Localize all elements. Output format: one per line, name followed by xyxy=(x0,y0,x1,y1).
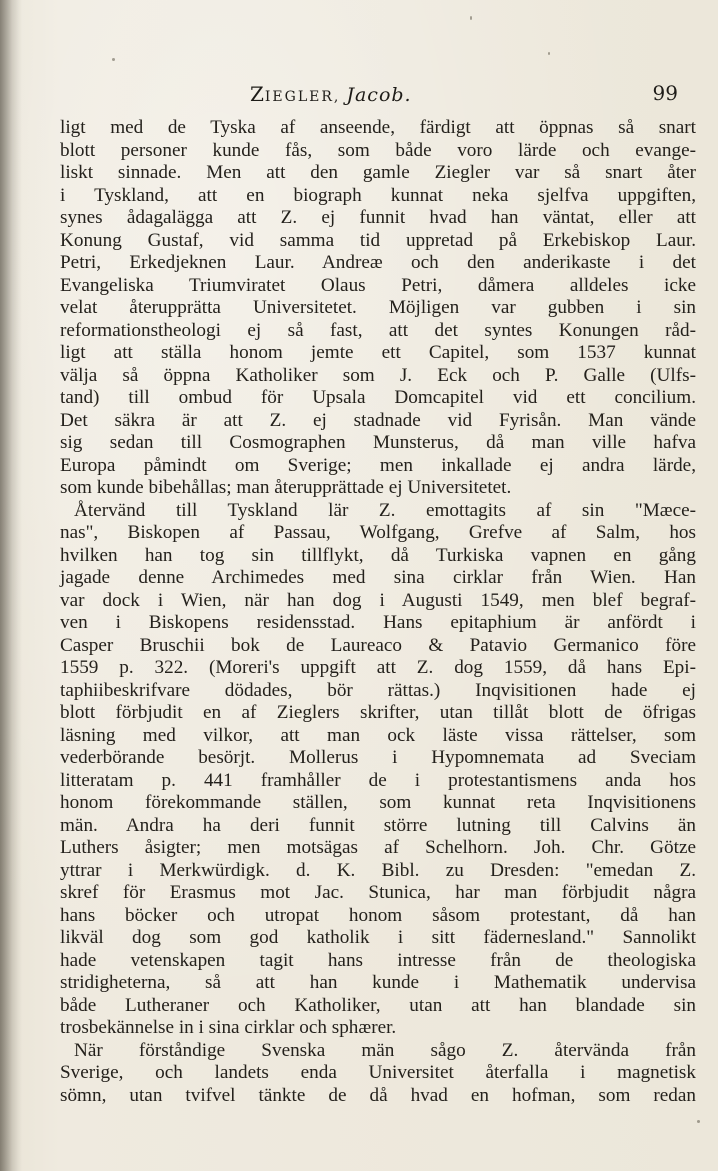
text-line: yttrar i Merkwürdigk. d. K. Bibl. zu Dresden: "emedan Z. xyxy=(60,859,696,881)
text-line: Europa påmindt om Sverige; men inkallade ej andra lärde, xyxy=(60,454,696,476)
text-line: synes ådagalägga att Z. ej funnit hvad han väntat, eller att xyxy=(60,207,696,228)
text-line: i Tyskland, att en biograph kunnat neka sjelfva uppgiften, xyxy=(60,184,696,206)
text-line: vederbörande besörjt. Mollerus i Hypomnemata ad Sveciam xyxy=(60,747,696,768)
text-line: honom förekommande ställen, som kunnat reta Inqvisitionens xyxy=(60,792,696,813)
text-line: sig sedan till Cosmographen Munsterus, då man ville hafva xyxy=(60,432,696,453)
text-line: Sverige, och landets enda Universitet återfalla i magnetisk xyxy=(60,1062,696,1083)
running-head-name xyxy=(250,82,412,106)
text-line: stridigheterna, så att han kunde i Mathematik undervisa xyxy=(60,972,696,993)
text-line: ven i Biskopens residensstad. Hans epitaphium är anfördt i xyxy=(60,612,696,633)
text-line: ligt med de Tyska af anseende, färdigt att öppnas så snart xyxy=(60,117,696,138)
text-line: likväl dog som god katholik i sitt fädernesland." Sannolikt xyxy=(60,927,696,948)
text-line: män. Andra ha deri funnit större lutning till Calvins än xyxy=(60,814,696,836)
text-line: som kunde bibehållas; man återupprättade ej Universitetet. xyxy=(60,477,512,498)
text-line: blott förbjudit en af Zieglers skrifter, utan tillåt blott de öfrigas xyxy=(60,702,696,723)
paper-speck xyxy=(470,16,472,20)
text-line: Konung Gustaf, vid samma tid uppretad på Erkebiskop Laur. xyxy=(60,229,696,251)
running-head xyxy=(250,78,690,108)
text-line: blott personer kunde fås, som både voro lärde och evange- xyxy=(60,139,696,161)
text-line: Luthers åsigter; men motsägas af Schelhorn. Joh. Chr. Götze xyxy=(60,837,696,858)
text-line: hade vetenskapen tagit hans intresse från de theologiska xyxy=(60,949,696,971)
body-text xyxy=(60,117,696,1107)
text-line: Evangeliska Triumviratet Olaus Petri, dåmera alldeles icke xyxy=(60,274,696,296)
text-line: ligt att ställa honom jemte ett Capitel, som 1537 kunnat xyxy=(60,342,696,363)
text-line: liskt sinnade. Men att den gamle Ziegler var så snart åter xyxy=(60,162,696,183)
text-line: trosbekännelse in i sina cirklar och sphærer. xyxy=(60,1017,397,1038)
text-line: nas", Biskopen af Passau, Wolfgang, Grefve af Salm, hos xyxy=(60,522,696,543)
text-line: 1559 p. 322. (Moreri's uppgift att Z. dog 1559, då hans Epi- xyxy=(60,657,696,678)
text-line: välja så öppna Katholiker som J. Eck och P. Galle (Ulfs- xyxy=(60,364,696,386)
text-line: var dock i Wien, när han dog i Augusti 1549, men blef begraf- xyxy=(60,589,696,611)
text-line: hvilken han tog sin tillflykt, då Turkiska vapnen en gång xyxy=(60,544,696,566)
text-line: både Lutheraner och Katholiker, utan att han blandade sin xyxy=(60,994,696,1016)
text-line: Det säkra är att Z. ej stadnade vid Fyrisån. Man vände xyxy=(60,409,696,431)
running-head-surname: IEGLER, xyxy=(264,89,341,105)
text-line: Återvänd till Tyskland lär Z. emottagits af sin "Mæce- xyxy=(74,499,696,521)
text-line: taphiibeskrifvare dödades, bör rättas.) Inqvisitionen hade ej xyxy=(60,679,696,701)
text-line: läsning med vilkor, att man ock läste vissa rättelser, som xyxy=(60,724,696,746)
running-head-initial: Z xyxy=(250,82,265,106)
text-line: När förståndige Svenska män sågo Z. återvända från xyxy=(74,1039,696,1061)
text-line: jagade denne Archimedes med sina cirklar från Wien. Han xyxy=(60,567,696,588)
text-line: litteratam p. 441 framhåller de i protestantismens anda hos xyxy=(60,769,696,791)
text-line: tand) till ombud för Upsala Domcapitel vid ett concilium. xyxy=(60,387,696,408)
paper-speck xyxy=(112,58,115,61)
text-line: velat återupprätta Universitetet. Möjligen var gubben i sin xyxy=(60,297,696,318)
paper-speck xyxy=(697,1120,700,1123)
text-line: hans böcker och utropat honom såsom protestant, då han xyxy=(60,904,696,926)
text-line: skref för Erasmus mot Jac. Stunica, har man förbjudit några xyxy=(60,882,696,903)
running-head-first-name: Jacob. xyxy=(346,84,412,106)
text-line: sömn, utan tvifvel tänkte de då hvad en hofman, som redan xyxy=(60,1084,696,1106)
page-number: 99 xyxy=(652,81,678,105)
text-line: reformationstheologi ej så fast, att det syntes Konungen råd- xyxy=(60,319,696,341)
text-line: Casper Bruschii bok de Laureaco & Patavio Germanico före xyxy=(60,634,696,656)
binding-shadow xyxy=(0,0,22,1171)
paper-speck xyxy=(548,52,550,55)
text-line: Petri, Erkedjeknen Laur. Andreæ och den anderikaste i det xyxy=(60,252,696,273)
